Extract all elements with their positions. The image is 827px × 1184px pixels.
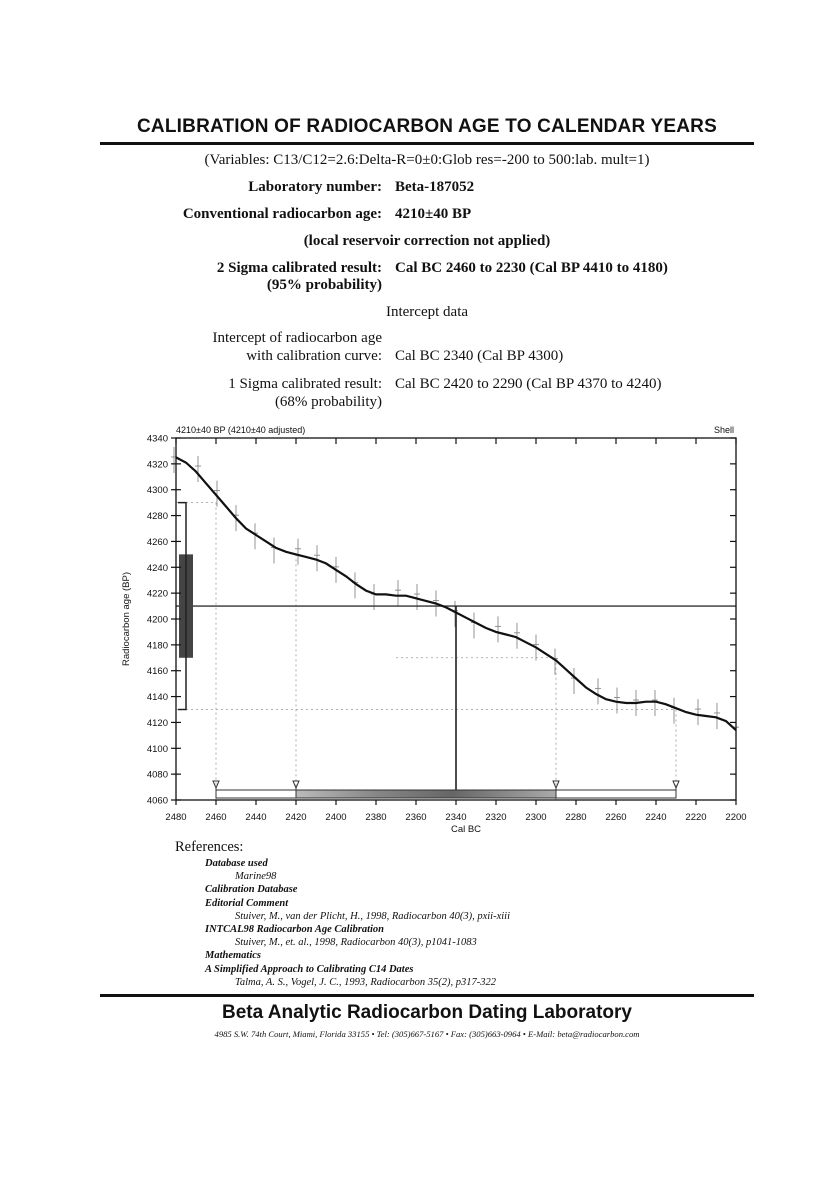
reference-item: A Simplified Approach to Calibrating C14 Dates <box>205 963 414 975</box>
chart-corner-label: Shell <box>713 425 734 435</box>
references-heading: References: <box>175 839 244 855</box>
chart-title: 4210±40 BP (4210±40 adjusted) <box>176 425 306 435</box>
intercept-value: Cal BC 2340 (Cal BP 4300) <box>395 348 564 364</box>
x-tick-label: 2300 <box>525 812 547 823</box>
sigma2-probability: (95% probability) <box>266 277 382 293</box>
x-tick-label: 2360 <box>405 812 427 823</box>
x-tick-label: 2380 <box>365 812 387 823</box>
reference-item: Stuiver, M., et. al., 1998, Radiocarbon 40(3), p1041-1083 <box>235 937 477 949</box>
conventional-age-value: 4210±40 BP <box>395 206 472 222</box>
x-tick-label: 2480 <box>165 812 187 823</box>
x-tick-label: 2260 <box>605 812 627 823</box>
x-tick-label: 2440 <box>245 812 267 823</box>
reference-item: Talma, A. S., Vogel, J. C., 1993, Radiocarbon 35(2), p317-322 <box>235 976 497 988</box>
references-list <box>205 857 765 989</box>
y-tick-label: 4200 <box>146 614 168 626</box>
y-tick-label: 4140 <box>146 692 168 704</box>
cal-distribution-1sigma <box>296 790 556 798</box>
x-tick-label: 2320 <box>485 812 507 823</box>
x-tick-label: 2220 <box>685 812 707 823</box>
reservoir-note: (local reservoir correction not applied) <box>303 233 551 249</box>
conventional-age-label: Conventional radiocarbon age: <box>182 206 382 222</box>
y-tick-label: 4260 <box>146 536 168 548</box>
y-tick-label: 4300 <box>146 485 168 497</box>
reference-item: Marine98 <box>235 871 277 883</box>
lab-name: Beta Analytic Radiocarbon Dating Laboratory <box>222 1002 632 1023</box>
x-axis-label: Cal BC <box>450 824 482 835</box>
x-tick-label: 2200 <box>725 812 747 823</box>
intercept-label-2: with calibration curve: <box>246 348 382 364</box>
sigma1-value: Cal BC 2420 to 2290 (Cal BP 4370 to 4240) <box>395 376 662 392</box>
lab-number-value: Beta-187052 <box>395 179 475 195</box>
lab-address: 4985 S.W. 74th Court, Miami, Florida 33155 • Tel: (305)667-5167 • Fax: (305)663-0964 • E-Mail: beta@radiocarbon.com <box>214 1029 640 1039</box>
y-tick-label: 4180 <box>146 640 168 652</box>
page-title: CALIBRATION OF RADIOCARBON AGE TO CALENDAR YEARS <box>137 116 717 137</box>
y-tick-label: 4280 <box>146 511 168 523</box>
reference-item: Calibration Database <box>205 884 298 896</box>
x-tick-label: 2400 <box>325 812 347 823</box>
y-axis-label: Radiocarbon age (BP) <box>121 572 132 666</box>
sigma1-label: 1 Sigma calibrated result: <box>228 376 382 392</box>
sigma1-probability: (68% probability) <box>274 394 382 410</box>
variables-line: (Variables: C13/C12=2.6:Delta-R=0±0:Glob res=-200 to 500:lab. mult=1) <box>204 152 650 168</box>
x-tick-label: 2240 <box>645 812 667 823</box>
y-tick-label: 4340 <box>146 433 168 445</box>
y-tick-label: 4160 <box>146 666 168 678</box>
reference-item: Mathematics <box>205 950 262 962</box>
reference-item: Database used <box>205 858 268 869</box>
x-tick-label: 2280 <box>565 812 587 823</box>
y-tick-label: 4100 <box>146 743 168 755</box>
x-tick-label: 2460 <box>205 812 227 823</box>
intercept-heading: Intercept data <box>385 304 469 320</box>
y-tick-label: 4060 <box>146 795 168 807</box>
sigma2-value: Cal BC 2460 to 2230 (Cal BP 4410 to 4180) <box>395 260 668 276</box>
sigma2-label: 2 Sigma calibrated result: <box>216 260 382 276</box>
intercept-label: Intercept of radiocarbon age <box>212 330 382 346</box>
reference-item: Editorial Comment <box>205 897 289 909</box>
footer-rule <box>100 994 754 997</box>
x-tick-label: 2340 <box>445 812 467 823</box>
y-tick-label: 4220 <box>146 588 168 600</box>
y-tick-label: 4120 <box>146 717 168 729</box>
y-tick-label: 4080 <box>146 769 168 781</box>
reference-item: Stuiver, M., van der Plicht, H., 1998, Radiocarbon 40(3), pxii-xiii <box>235 910 510 922</box>
y-tick-label: 4320 <box>146 459 168 471</box>
lab-number-label: Laboratory number: <box>248 179 382 195</box>
reference-item: INTCAL98 Radiocarbon Age Calibration <box>205 924 385 936</box>
x-tick-label: 2420 <box>285 812 307 823</box>
y-tick-label: 4240 <box>146 562 168 574</box>
